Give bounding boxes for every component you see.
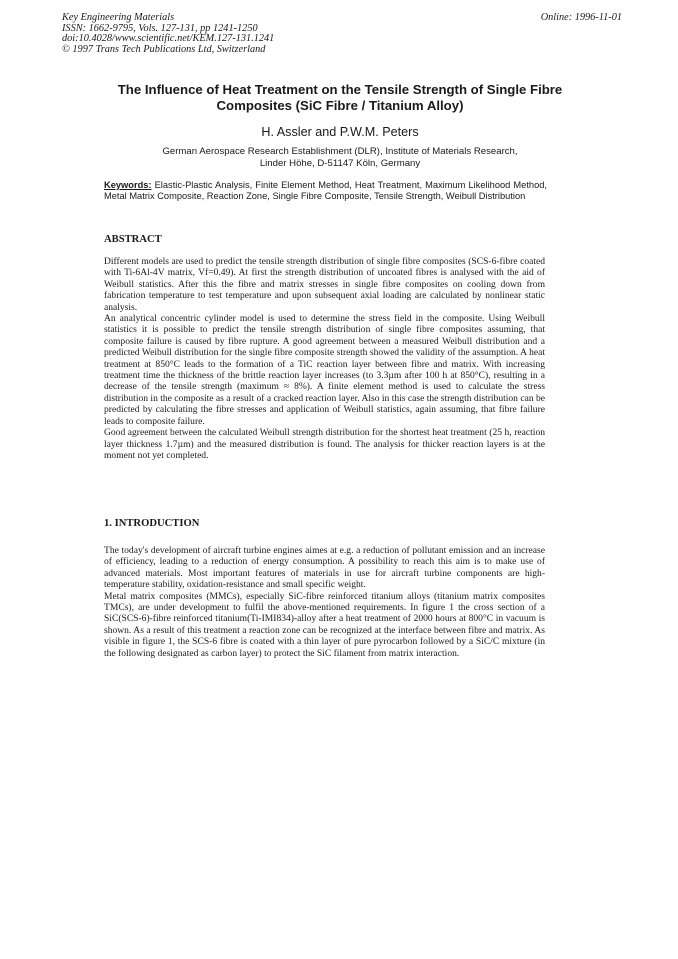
paper-title: The Influence of Heat Treatment on the Tensile Strength of Single Fibre Composites (SiC Fibre / Titanium Alloy) (117, 82, 563, 113)
affiliation (95, 146, 585, 170)
journal-name: Key Engineering Materials (62, 12, 175, 23)
online-date: Online: 1996-11-01 (540, 12, 622, 23)
keywords-label: Keywords: (104, 180, 152, 190)
issn-line: ISSN: 1662-9795, Vols. 127-131, pp 1241-1250 (62, 22, 258, 34)
affiliation-line-2: Linder Höhe, D-51147 Köln, Germany (259, 158, 421, 169)
abstract-paragraph-1: Different models are used to predict the tensile strength distribution of single fibre composites (SCS-6-fibre coated with Ti-6Al-4V matrix, Vf=0.49). At first the strength distribution of uncoated fibres is analysed with the aid of Weibull statistics. After this the fibre and matrix stresses in single fibre composites on cooling down from fabrication temperature to test temperature and upon subsequent axial loading are calculated by nonlinear static analysis. (104, 256, 545, 313)
keywords-text: Elastic-Plastic Analysis, Finite Element Method, Heat Treatment, Maximum Likelihood Method, Metal Matrix Composite, Reaction Zone, Single Fibre Composite, Tensile Strength, Weibull Distribution (104, 180, 547, 202)
introduction-body (104, 545, 545, 659)
affiliation-line-1: German Aerospace Research Establishment (DLR), Institute of Materials Research, (162, 146, 518, 157)
doi-line: doi:10.4028/www.scientific.net/KEM.127-131.1241 (62, 33, 275, 45)
abstract-paragraph-3: Good agreement between the calculated Weibull strength distribution for the shortest heat treatment (25 h, reaction layer thickness 1.7µm) and the measured distribution is found. The analysis for thicker reaction layers is at the moment not yet completed. (104, 427, 545, 461)
introduction-heading: 1. INTRODUCTION (104, 518, 200, 529)
journal-header (62, 13, 622, 55)
introduction-paragraph-1: The today's development of aircraft turbine engines aimes at e.g. a reduction of pollutant emission and an increase of efficiency, leading to a reduction of energy consumption. A possibility to reach this aim is to make use of advanced materials. Most important features of materials in use for aircraft turbine components are high-temperature stability, oxidation-resistance and small specific weight. (104, 545, 545, 591)
abstract-paragraph-2: An analytical concentric cylinder model is used to determine the stress field in the composite. Using Weibull statistics it is possible to predict the tensile strength distribution of single fibre composites assuming, that composite failure is caused by fibre rupture. A good agreement between a measured Weibull distribution and a predicted Weibull distribution for the single fibre composite strength showed the validity of the assumption. A heat treatment at 850°C leads to the formation of a TiC reaction layer between fibre and matrix. With increasing treatment time the thickness of the brittle reaction layer increases (to 3.3µm after 100 h at 850°C), resulting in a decrease of the tensile strength (maximum ≈ 8%). A finite element method is used to calculate the stress distribution in the composite as a result of a cracked reaction layer. Also in this case the strength distribution can be predicted by calculating the fibre stresses and application of Weibull statistics, again assuming, that fibre failure leads to composite failure. (104, 313, 545, 427)
abstract-body (104, 256, 545, 461)
copyright-line: © 1997 Trans Tech Publications Ltd, Switzerland (62, 43, 266, 55)
authors: H. Assler and P.W.M. Peters (261, 125, 419, 139)
abstract-heading: ABSTRACT (104, 234, 162, 245)
keywords (104, 180, 547, 203)
introduction-paragraph-2: Metal matrix composites (MMCs), especially SiC-fibre reinforced titanium alloys (titanium matrix composites TMCs), are under development to fulfil the above-mentioned requirements. In figure 1 the cross section of a SiC(SCS-6)-fibre reinforced titanium(Ti-IMI834)-alloy after a heat treatment of 2000 hours at 800°C in vacuum is shown. As a result of this treatment a reaction zone can be recognized at the interface between fibre and matrix. As visible in figure 1, the SCS-6 fibre is coated with a thin layer of pure pyrocarbon followed by a SiC/C mixture (in the following designated as carbon layer) to protect the SiC filament from matrix interaction. (104, 590, 545, 659)
